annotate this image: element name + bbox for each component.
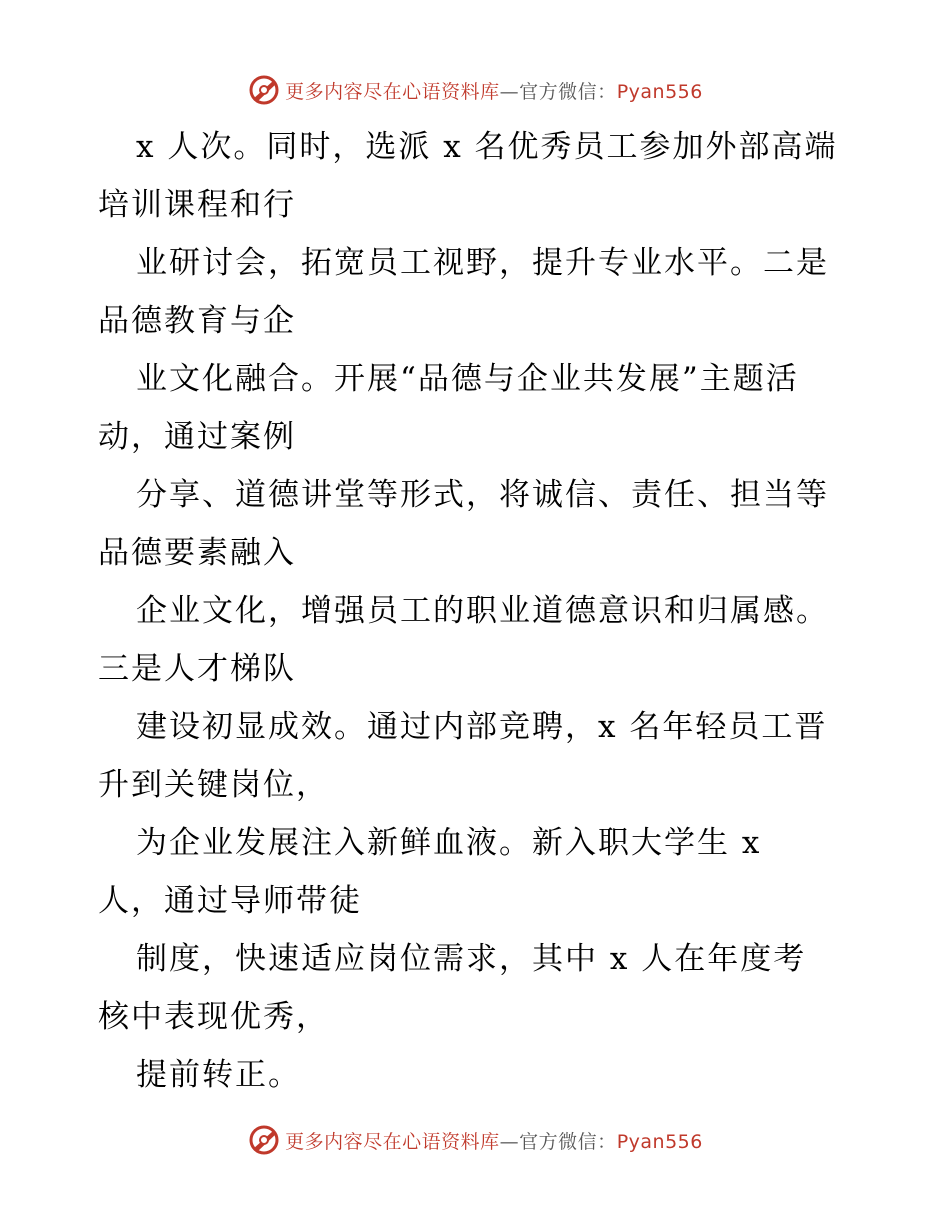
text-line-15: 制度，快速适应岗位需求，其中 x 人在年度考 xyxy=(136,941,807,977)
header-wechat-label: 官方微信： xyxy=(519,80,617,103)
footer-banner-text xyxy=(285,1127,703,1154)
text-line-4: 品德教育与企 xyxy=(98,303,296,339)
text-line-14: 人，通过导师带徒 xyxy=(98,883,362,919)
text-line-16: 核中表现优秀， xyxy=(98,999,329,1035)
document-body xyxy=(98,118,858,1104)
text-line-12: 升到关键岗位， xyxy=(98,767,329,803)
text-line-7: 分享、道德讲堂等形式，将诚信、责任、担当等 xyxy=(136,477,829,513)
header-dash: — xyxy=(499,80,520,103)
header-banner-text xyxy=(285,77,703,104)
brand-logo-icon xyxy=(247,1123,281,1157)
text-line-13: 为企业发展注入新鲜血液。新入职大学生 x xyxy=(136,825,762,861)
text-line-2: 培训课程和行 xyxy=(98,187,296,223)
text-line-5: 业文化融合。开展“品德与企业共发展”主题活 xyxy=(136,361,799,397)
footer-dash: — xyxy=(499,1130,520,1153)
footer-banner xyxy=(0,1120,950,1160)
header-brand: 更多内容尽在心语资料库 xyxy=(285,80,500,103)
brand-logo-icon xyxy=(247,73,281,107)
footer-brand: 更多内容尽在心语资料库 xyxy=(285,1130,500,1153)
header-banner xyxy=(0,70,950,110)
text-line-11: 建设初显成效。通过内部竞聘，x 名年轻员工晋 xyxy=(136,709,828,745)
text-line-3: 业研讨会，拓宽员工视野，提升专业水平。二是 xyxy=(136,245,829,281)
footer-wechat-id: Pyan556 xyxy=(616,1130,703,1153)
text-line-8: 品德要素融入 xyxy=(98,535,296,571)
text-line-17: 提前转正。 xyxy=(136,1057,301,1093)
text-line-6: 动，通过案例 xyxy=(98,419,296,455)
footer-wechat-label: 官方微信： xyxy=(519,1130,617,1153)
text-line-9: 企业文化，增强员工的职业道德意识和归属感。 xyxy=(136,593,829,629)
text-line-10: 三是人才梯队 xyxy=(98,651,296,687)
text-line-1: x 人次。同时，选派 x 名优秀员工参加外部高端 xyxy=(136,129,838,165)
header-wechat-id: Pyan556 xyxy=(616,80,703,103)
